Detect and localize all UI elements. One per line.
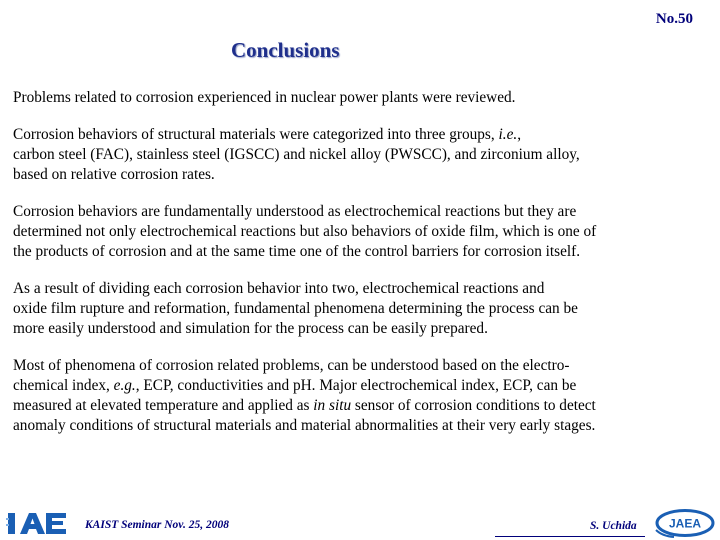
svg-text:JAEA: JAEA	[668, 516, 702, 531]
iae-logo	[6, 510, 68, 536]
paragraph-4	[13, 279, 713, 339]
paragraph-line: Corrosion behaviors are fundamentally understood as electrochemical reactions but they are	[13, 203, 577, 220]
paragraph-line: measured at elevated temperature and applied as in situ sensor of corrosion conditions to detect	[13, 397, 596, 414]
paragraph-line: oxide film rupture and reformation, fundamental phenomena determining the process can be	[13, 300, 578, 317]
slide-number: No.50	[655, 11, 693, 27]
paragraph-line: more easily understood and simulation for the process can be easily prepared.	[13, 320, 488, 337]
paragraph-line: determined not only electrochemical reactions but also behaviors of oxide film, which is one of	[13, 223, 597, 240]
paragraph-line: anomaly conditions of structural materials and material abnormalities at their very early stages.	[13, 417, 596, 434]
paragraph-2	[13, 125, 713, 185]
paragraph-line: As a result of dividing each corrosion behavior into two, electrochemical reactions and	[13, 280, 545, 297]
paragraph-line: based on relative corrosion rates.	[13, 166, 215, 183]
paragraph-3	[13, 202, 713, 262]
footer-divider	[495, 536, 645, 537]
conclusions-body	[13, 88, 713, 453]
page-title: Conclusions	[231, 38, 340, 62]
footer-author: S. Uchida	[590, 520, 637, 532]
footer-seminar-label: KAIST Seminar Nov. 25, 2008	[85, 519, 229, 531]
paragraph-line: carbon steel (FAC), stainless steel (IGSCC) and nickel alloy (PWSCC), and zirconium alloy,	[13, 146, 580, 163]
paragraph-line: Most of phenomena of corrosion related problems, can be understood based on the electro-	[13, 357, 570, 374]
jaea-logo	[652, 507, 716, 539]
paragraph-1	[13, 88, 713, 108]
paragraph-line: chemical index, e.g., ECP, conductivities and pH. Major electrochemical index, ECP, can be	[13, 377, 577, 394]
paragraph-5	[13, 356, 713, 436]
paragraph-line: the products of corrosion and at the same time one of the control barriers for corrosion itself.	[13, 243, 581, 260]
paragraph-line: Problems related to corrosion experienced in nuclear power plants were reviewed.	[13, 89, 516, 106]
paragraph-line: Corrosion behaviors of structural materials were categorized into three groups, i.e.,	[13, 126, 522, 143]
